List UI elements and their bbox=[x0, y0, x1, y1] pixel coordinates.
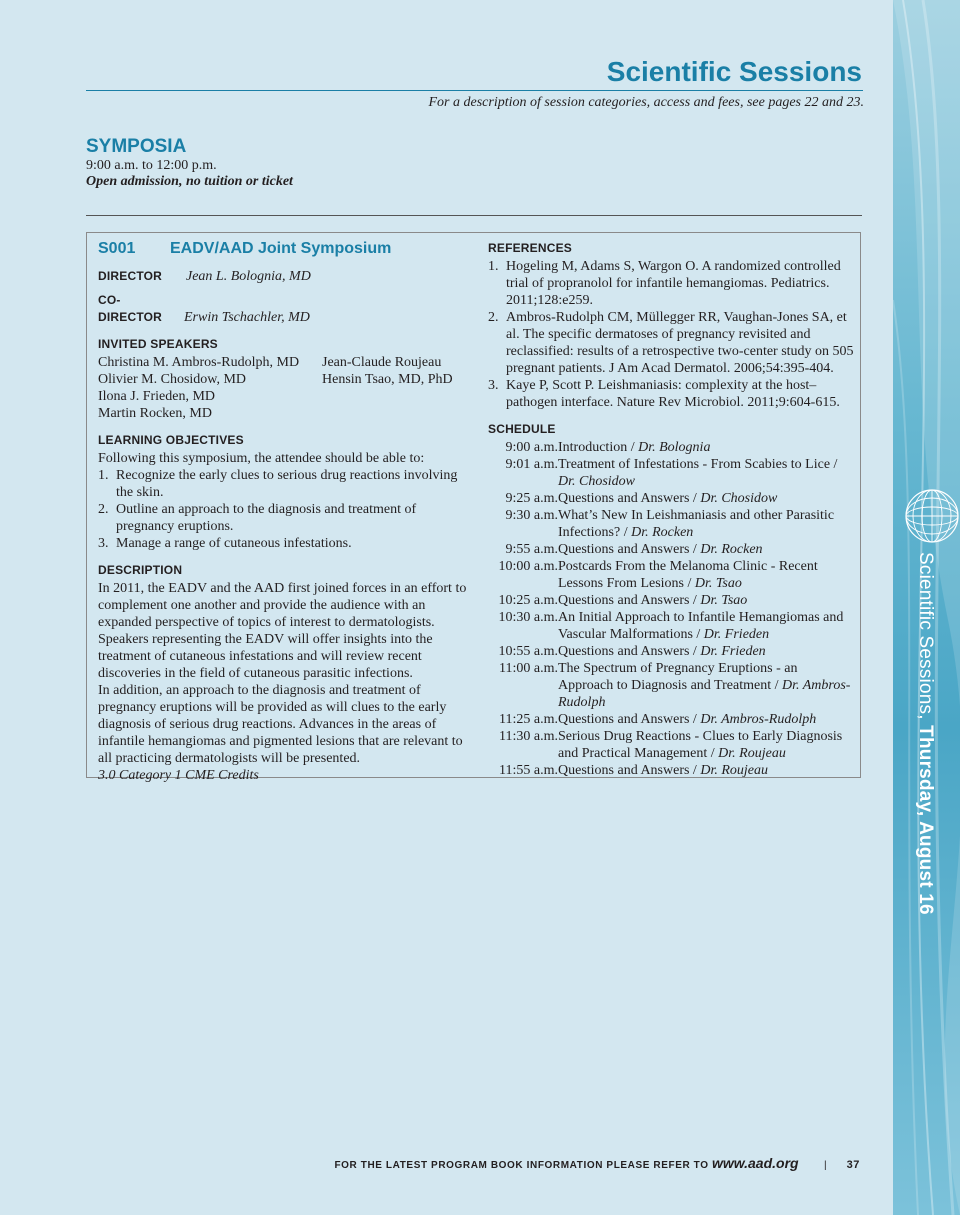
table-row: 9:55 a.m. Questions and Answers / Dr. Rocken bbox=[505, 542, 763, 557]
session-left-column bbox=[98, 240, 468, 784]
codirector-name: Erwin Tschachler, MD bbox=[184, 310, 310, 325]
list-item: 3. Manage a range of cutaneous infestations. bbox=[98, 536, 352, 551]
session-header bbox=[98, 240, 468, 262]
director-row bbox=[98, 268, 468, 292]
table-row: 9:25 a.m. Questions and Answers / Dr. Chosidow bbox=[505, 491, 778, 506]
table-row: 10:00 a.m. Postcards From the Melanoma Clinic - Recent Lessons From Lesions / Dr. Tsao bbox=[498, 559, 818, 591]
speakers-heading: INVITED SPEAKERS bbox=[98, 337, 218, 351]
speakers-section bbox=[98, 336, 468, 422]
page-number: 37 bbox=[846, 1159, 860, 1171]
director-label: DIRECTOR bbox=[98, 269, 163, 283]
footer-separator: | bbox=[823, 1160, 828, 1171]
speaker: Hensin Tsao, MD, PhD bbox=[322, 372, 453, 387]
codirector-row bbox=[98, 292, 468, 326]
side-tab-part1: Scientific Sessions, bbox=[915, 552, 936, 726]
references-heading: REFERENCES bbox=[488, 241, 573, 255]
list-item: 3. Kaye P, Scott P. Leishmaniasis: complexity at the host–pathogen interface. Nature Rev Microbiol. 2011;9:604-615. bbox=[488, 378, 840, 410]
schedule-heading: SCHEDULE bbox=[488, 422, 556, 436]
codirector-label: CO-DIRECTOR bbox=[98, 293, 163, 324]
table-row: 11:25 a.m. Questions and Answers / Dr. Ambros-Rudolph bbox=[499, 712, 817, 727]
page-subtitle: For a description of session categories, access and fees, see pages 22 and 23. bbox=[428, 95, 864, 110]
objectives-heading: LEARNING OBJECTIVES bbox=[98, 433, 244, 447]
description-section bbox=[98, 562, 468, 784]
list-item: 2. Ambros-Rudolph CM, Müllegger RR, Vaughan-Jones SA, et al. The specific dermatoses of pregnancy revisited and reclassified: results of a retrospective two-center study on 505 pregnant patients. J Am Acad Dermatol. 2006;54:395-404. bbox=[488, 310, 854, 376]
schedule-section bbox=[488, 421, 854, 779]
side-tab-label bbox=[914, 552, 936, 915]
symposia-heading: SYMPOSIA bbox=[86, 136, 187, 157]
footer-link[interactable]: www.aad.org bbox=[711, 1155, 799, 1171]
cme-credits: 3.0 Category 1 CME Credits bbox=[98, 768, 259, 783]
speaker: Christina M. Ambros-Rudolph, MD bbox=[98, 355, 300, 370]
table-row: 11:55 a.m. Questions and Answers / Dr. Roujeau bbox=[499, 763, 768, 778]
list-item: 2. Outline an approach to the diagnosis and treatment of pregnancy eruptions. bbox=[98, 502, 417, 534]
list-item: 1. Hogeling M, Adams S, Wargon O. A randomized controlled trial of propranolol for infantile hemangiomas. Pediatrics. 2011;128:e259. bbox=[488, 259, 841, 308]
page-footer bbox=[334, 1155, 860, 1171]
table-row: 9:30 a.m. What’s New In Leishmaniasis and other Parasitic Infections? / Dr. Rocken bbox=[505, 508, 835, 540]
speaker: Olivier M. Chosidow, MD bbox=[98, 372, 247, 387]
session-right-column bbox=[488, 240, 854, 779]
session-name: EADV/AAD Joint Symposium bbox=[170, 240, 392, 257]
symposia-admission: Open admission, no tuition or ticket bbox=[86, 174, 293, 189]
speaker: Martin Rocken, MD bbox=[98, 406, 212, 421]
table-row: 10:30 a.m. An Initial Approach to Infantile Hemangiomas and Vascular Malformations / Dr. Frieden bbox=[498, 610, 844, 642]
description-paragraph-2: In addition, an approach to the diagnosis and treatment of pregnancy eruptions will be provided as will clues to the early diagnosis of serious drug reactions. Advances in the areas of infantile hemangiomas and pigmented lesions that are relevant to all practicing dermatologists will be presented. bbox=[98, 683, 463, 766]
objectives-intro: Following this symposium, the attendee should be able to: bbox=[98, 451, 425, 466]
footer-text: FOR THE LATEST PROGRAM BOOK INFORMATION PLEASE REFER TO bbox=[334, 1160, 712, 1171]
speakers-col-1 bbox=[98, 354, 322, 422]
table-row: 10:55 a.m. Questions and Answers / Dr. Frieden bbox=[498, 644, 766, 659]
speaker: Jean-Claude Roujeau bbox=[322, 355, 442, 370]
list-item: 1. Recognize the early clues to serious drug reactions involving the skin. bbox=[98, 468, 458, 500]
session-code: S001 bbox=[98, 240, 136, 257]
table-row: 10:25 a.m. Questions and Answers / Dr. Tsao bbox=[498, 593, 748, 608]
speakers-list bbox=[98, 354, 468, 422]
references-section bbox=[488, 240, 854, 411]
references-list bbox=[488, 258, 854, 411]
schedule-table bbox=[488, 439, 854, 779]
header-divider bbox=[86, 90, 863, 91]
side-tab-part2: Thursday, August 16 bbox=[915, 725, 936, 915]
table-row: 9:00 a.m. Introduction / Dr. Bolognia bbox=[505, 440, 711, 455]
objectives-list bbox=[98, 467, 468, 552]
wireframe-globe-icon bbox=[904, 488, 960, 544]
table-row: 9:01 a.m. Treatment of Infestations - From Scabies to Lice / Dr. Chosidow bbox=[505, 457, 838, 489]
table-row: 11:00 a.m. The Spectrum of Pregnancy Eruptions - an Approach to Diagnosis and Treatment / Dr. Ambros-Rudolph bbox=[499, 661, 851, 710]
page-title: Scientific Sessions bbox=[606, 56, 862, 87]
description-heading: DESCRIPTION bbox=[98, 563, 183, 577]
objectives-section bbox=[98, 432, 468, 552]
symposia-time: 9:00 a.m. to 12:00 p.m. bbox=[86, 158, 217, 173]
section-divider bbox=[86, 215, 862, 216]
speakers-col-2 bbox=[322, 354, 453, 422]
director-name: Jean L. Bolognia, MD bbox=[186, 269, 311, 284]
description-paragraph-1: In 2011, the EADV and the AAD first joined forces in an effort to complement one another and provide the audience with an expanded perspective of topics of interest to dermatologists. Speakers representing the EADV will offer insights into the treatment of cutaneous infestations and will review recent discoveries in the field of cutaneous parasitic infections. bbox=[98, 581, 467, 681]
speaker: Ilona J. Frieden, MD bbox=[98, 389, 216, 404]
table-row: 11:30 a.m. Serious Drug Reactions - Clues to Early Diagnosis and Practical Management / Dr. Roujeau bbox=[499, 729, 843, 761]
